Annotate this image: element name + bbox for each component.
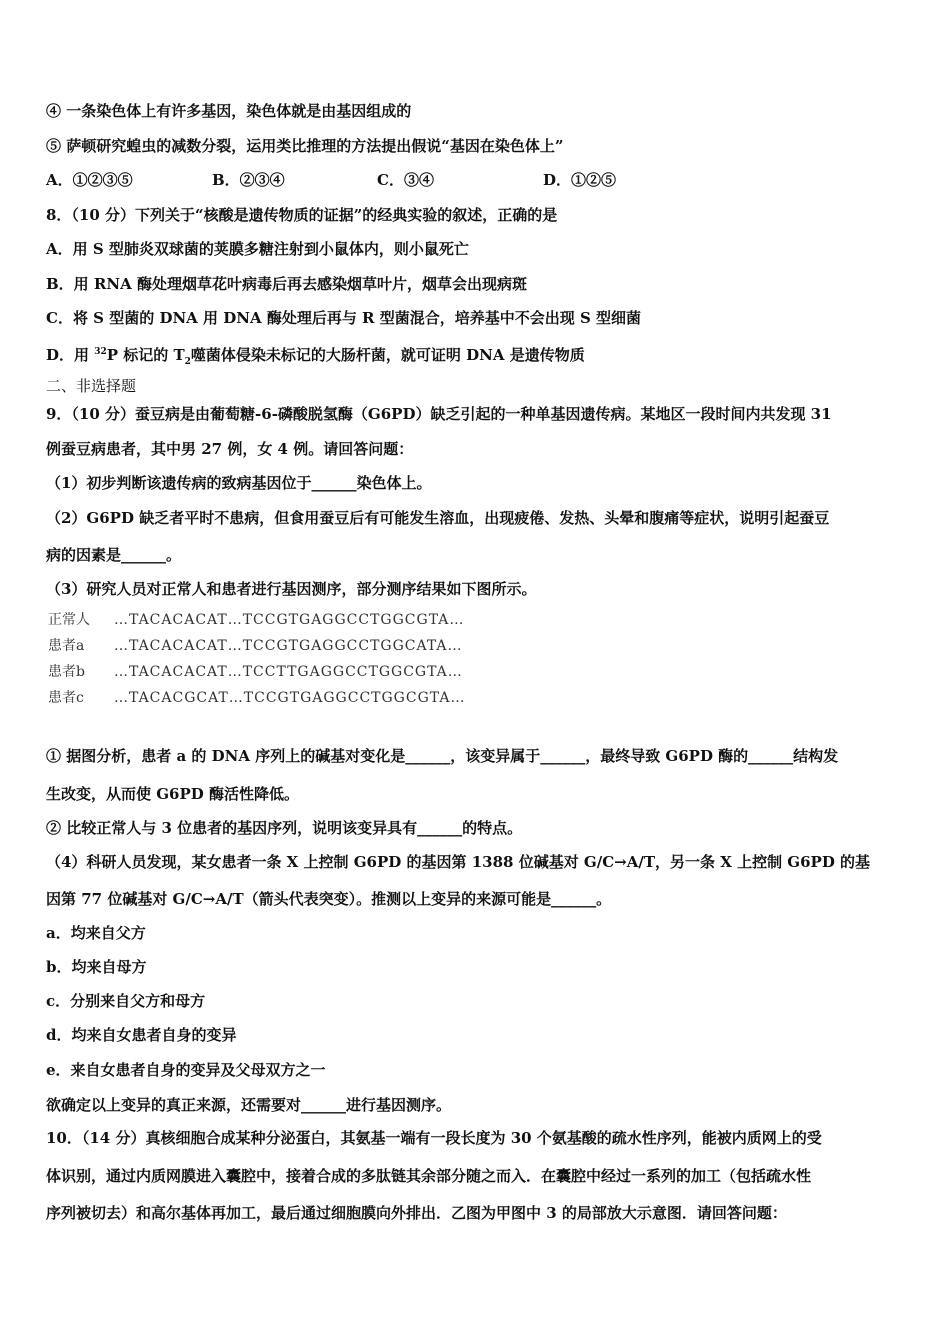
subscript-2: 2 (184, 357, 191, 367)
q8-option-d: D．用 $^{32}$P 标记的 $T_2$噬菌体侵染未标记的大肠杆菌，就可证明 DNA 是遗传物质 (46, 346, 585, 367)
q9-choice-b: b．均来自母方 (46, 958, 147, 976)
q7-option-c: C．③④ (377, 171, 434, 189)
q9-part2-line1: （2）G6PD 缺乏者平时不患病，但食用蚕豆后有可能发生溶血，出现疲倦、发热、头晕和腹痛等症状，说明引起蚕豆 (46, 509, 830, 527)
q10-line2: 体识别，通过内质网膜进入囊腔中，接着合成的多肽链其余部分随之而入．在囊腔中经过一系列的加工（包括疏水性 (46, 1167, 812, 1185)
q9-part4-line1: （4）科研人员发现，某女患者一条 X 上控制 G6PD 的基因第 1388 位碱基对 G/C→A/T，另一条 X 上控制 G6PD 的基 (46, 853, 871, 871)
q7-item-4: ④ 一条染色体上有许多基因，染色体就是由基因组成的 (46, 102, 412, 120)
q9-part2-line2: 病的因素是______。 (46, 546, 182, 564)
q9-stem-line2: 例蚕豆病患者，其中男 27 例，女 4 例。请回答问题： (46, 440, 414, 458)
q10-line1: 10．（14 分）真核细胞合成某种分泌蛋白，其氨基一端有一段长度为 30 个氨基酸的疏水性序列，能被内质网上的受 (46, 1129, 822, 1147)
q8-option-c: C．将 S 型菌的 DNA 用 DNA 酶处理后再与 R 型菌混合，培养基中不会出现 S 型细菌 (46, 309, 642, 327)
q7-item-5: ⑤ 萨顿研究蝗虫的减数分裂，运用类比推理的方法提出假说“基因在染色体上” (46, 137, 564, 155)
sequence-text: …TACACACAT…TCCTTGAGGCCTGGCGTA… (114, 664, 463, 680)
q8-option-a: A．用 S 型肺炎双球菌的荚膜多糖注射到小鼠体内，则小鼠死亡 (46, 240, 469, 258)
sequence-label: 患者a (48, 638, 85, 654)
q9-sub1-line1: ① 据图分析，患者 a 的 DNA 序列上的碱基对变化是______，该变异属于______，最终导致 G6PD 酶的______结构发 (46, 747, 839, 765)
sequence-row (48, 611, 464, 629)
sequence-label: 患者b (48, 664, 85, 680)
q7-option-d: D．①②⑤ (543, 171, 617, 189)
q9-choice-d: d．均来自女患者自身的变异 (46, 1026, 237, 1044)
q9-choice-c: c．分别来自父方和母方 (46, 992, 206, 1010)
superscript-32: 32 (94, 347, 107, 357)
sequence-text: …TACACACAT…TCCGTGAGGCCTGGCGTA… (114, 612, 465, 628)
sequence-text: …TACACACAT…TCCGTGAGGCCTGGCATA… (114, 638, 463, 654)
sequence-row (48, 689, 465, 707)
q8-option-b: B．用 RNA 酶处理烟草花叶病毒后再去感染烟草叶片，烟草会出现病斑 (46, 275, 527, 293)
sequence-text: …TACACGCAT…TCCGTGAGGCCTGGCGTA… (114, 690, 466, 706)
q9-part1: （1）初步判断该遗传病的致病基因位于______染色体上。 (46, 474, 432, 492)
q8-stem: 8．（10 分）下列关于“核酸是遗传物质的证据”的经典实验的叙述，正确的是 (46, 206, 558, 224)
sequence-label: 正常人 (48, 612, 90, 628)
q9-choice-e: e．来自女患者自身的变异及父母双方之一 (46, 1061, 326, 1079)
q9-sub2: ② 比较正常人与 3 位患者的基因序列，说明该变异具有______的特点。 (46, 819, 523, 837)
q9-final: 欲确定以上变异的真正来源，还需要对______进行基因测序。 (46, 1096, 452, 1114)
q9-part3: （3）研究人员对正常人和患者进行基因测序，部分测序结果如下图所示。 (46, 580, 537, 598)
sequence-label: 患者c (48, 690, 84, 706)
q9-part4-line2: 因第 77 位碱基对 G/C→A/T（箭头代表突变）。推测以上变异的来源可能是______。 (46, 890, 612, 908)
sequence-row (48, 637, 463, 655)
q7-option-b: B．②③④ (212, 171, 285, 189)
q10-line3: 序列被切去）和高尔基体再加工，最后通过细胞膜向外排出．乙图为甲图中 3 的局部放大示意图．请回答问题： (46, 1204, 787, 1222)
section-heading: 二、非选择题 (46, 377, 137, 395)
q7-option-a: A．①②③⑤ (46, 171, 133, 189)
q9-stem-line1: 9．（10 分）蚕豆病是由葡萄糖-6-磷酸脱氢酶（G6PD）缺乏引起的一种单基因遗传病。某地区一段时间内共发现 31 (46, 405, 832, 423)
sequence-row (48, 663, 463, 681)
q9-sub1-line2: 生改变，从而使 G6PD 酶活性降低。 (46, 785, 299, 803)
q9-choice-a: a．均来自父方 (46, 924, 146, 942)
q7-options (46, 170, 616, 190)
